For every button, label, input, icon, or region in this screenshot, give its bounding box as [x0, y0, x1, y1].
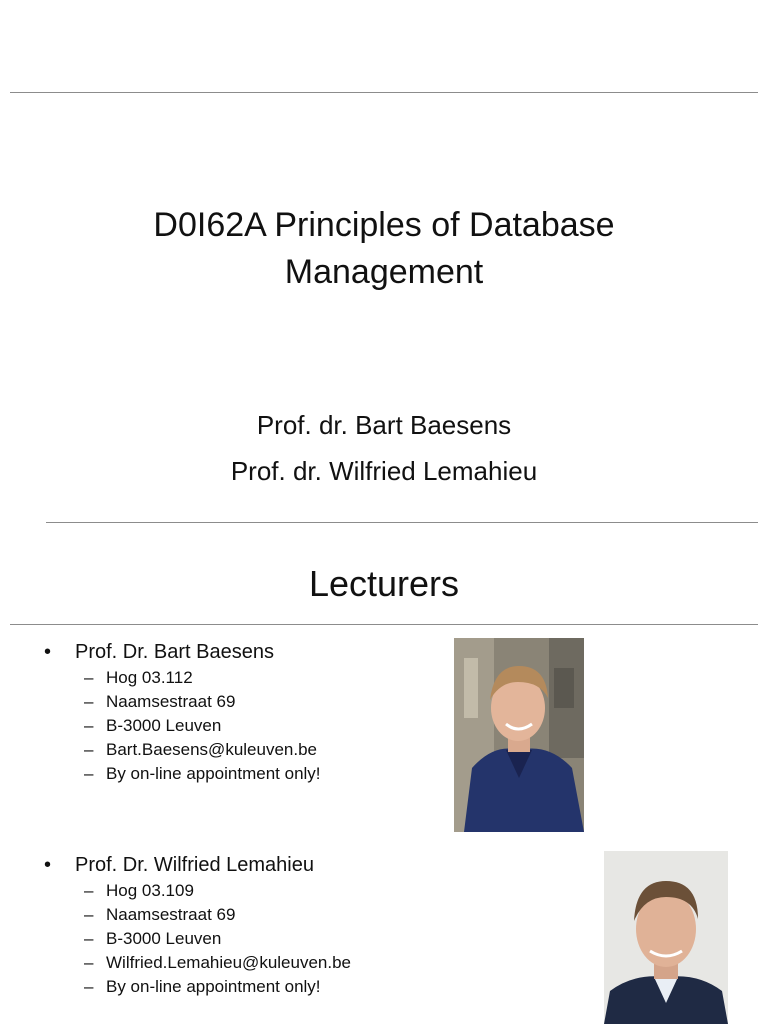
lecturer-details: [44, 879, 444, 999]
lecturers-divider: [10, 624, 758, 625]
dash-symbol: –: [84, 953, 94, 972]
dash-symbol: –: [84, 668, 94, 687]
author-1: Prof. dr. Bart Baesens: [256, 410, 512, 440]
detail-text: Wilfried.Lemahieu@kuleuven.be: [106, 953, 351, 972]
detail-appointment: [84, 762, 444, 786]
slide-separator: [46, 522, 758, 523]
dash-symbol: –: [84, 881, 94, 900]
detail-text: Naamsestraat 69: [106, 905, 236, 924]
detail-office: [84, 879, 444, 903]
detail-text: Bart.Baesens@kuleuven.be: [106, 740, 317, 759]
detail-text: B-3000 Leuven: [106, 929, 222, 948]
detail-text: Hog 03.112: [106, 668, 193, 687]
top-divider: [10, 92, 758, 93]
detail-email: [84, 951, 444, 975]
lecturer-details: [44, 666, 444, 786]
detail-street: [84, 690, 444, 714]
lecturers-heading: Lecturers: [308, 563, 460, 604]
photo-lemahieu: [604, 851, 728, 1024]
dash-symbol: –: [84, 905, 94, 924]
detail-city: [84, 927, 444, 951]
dash-symbol: –: [84, 716, 94, 735]
course-title: [0, 202, 768, 296]
detail-city: [84, 714, 444, 738]
detail-text: Naamsestraat 69: [106, 692, 236, 711]
photo-baesens: [454, 638, 584, 832]
course-title-line-1: D0I62A Principles of Database: [153, 206, 615, 244]
lecturer-baesens: [44, 638, 444, 786]
detail-office: [84, 666, 444, 690]
lecturer-name: Prof. Dr. Bart Baesens: [75, 641, 274, 663]
dash-symbol: –: [84, 929, 94, 948]
detail-text: By on-line appointment only!: [106, 764, 321, 783]
dash-symbol: –: [84, 977, 94, 996]
dash-symbol: –: [84, 692, 94, 711]
authors: [0, 402, 768, 494]
detail-street: [84, 903, 444, 927]
dash-symbol: –: [84, 764, 94, 783]
dash-symbol: –: [84, 740, 94, 759]
detail-text: By on-line appointment only!: [106, 977, 321, 996]
detail-email: [84, 738, 444, 762]
detail-text: B-3000 Leuven: [106, 716, 222, 735]
lecturer-name: Prof. Dr. Wilfried Lemahieu: [75, 854, 314, 876]
detail-appointment: [84, 975, 444, 999]
course-title-line-2: Management: [284, 253, 484, 291]
author-2: Prof. dr. Wilfried Lemahieu: [230, 456, 538, 486]
lecturer-lemahieu: [44, 851, 444, 999]
bullet-symbol: •: [44, 641, 52, 663]
detail-text: Hog 03.109: [106, 881, 194, 900]
bullet-symbol: •: [44, 854, 52, 876]
